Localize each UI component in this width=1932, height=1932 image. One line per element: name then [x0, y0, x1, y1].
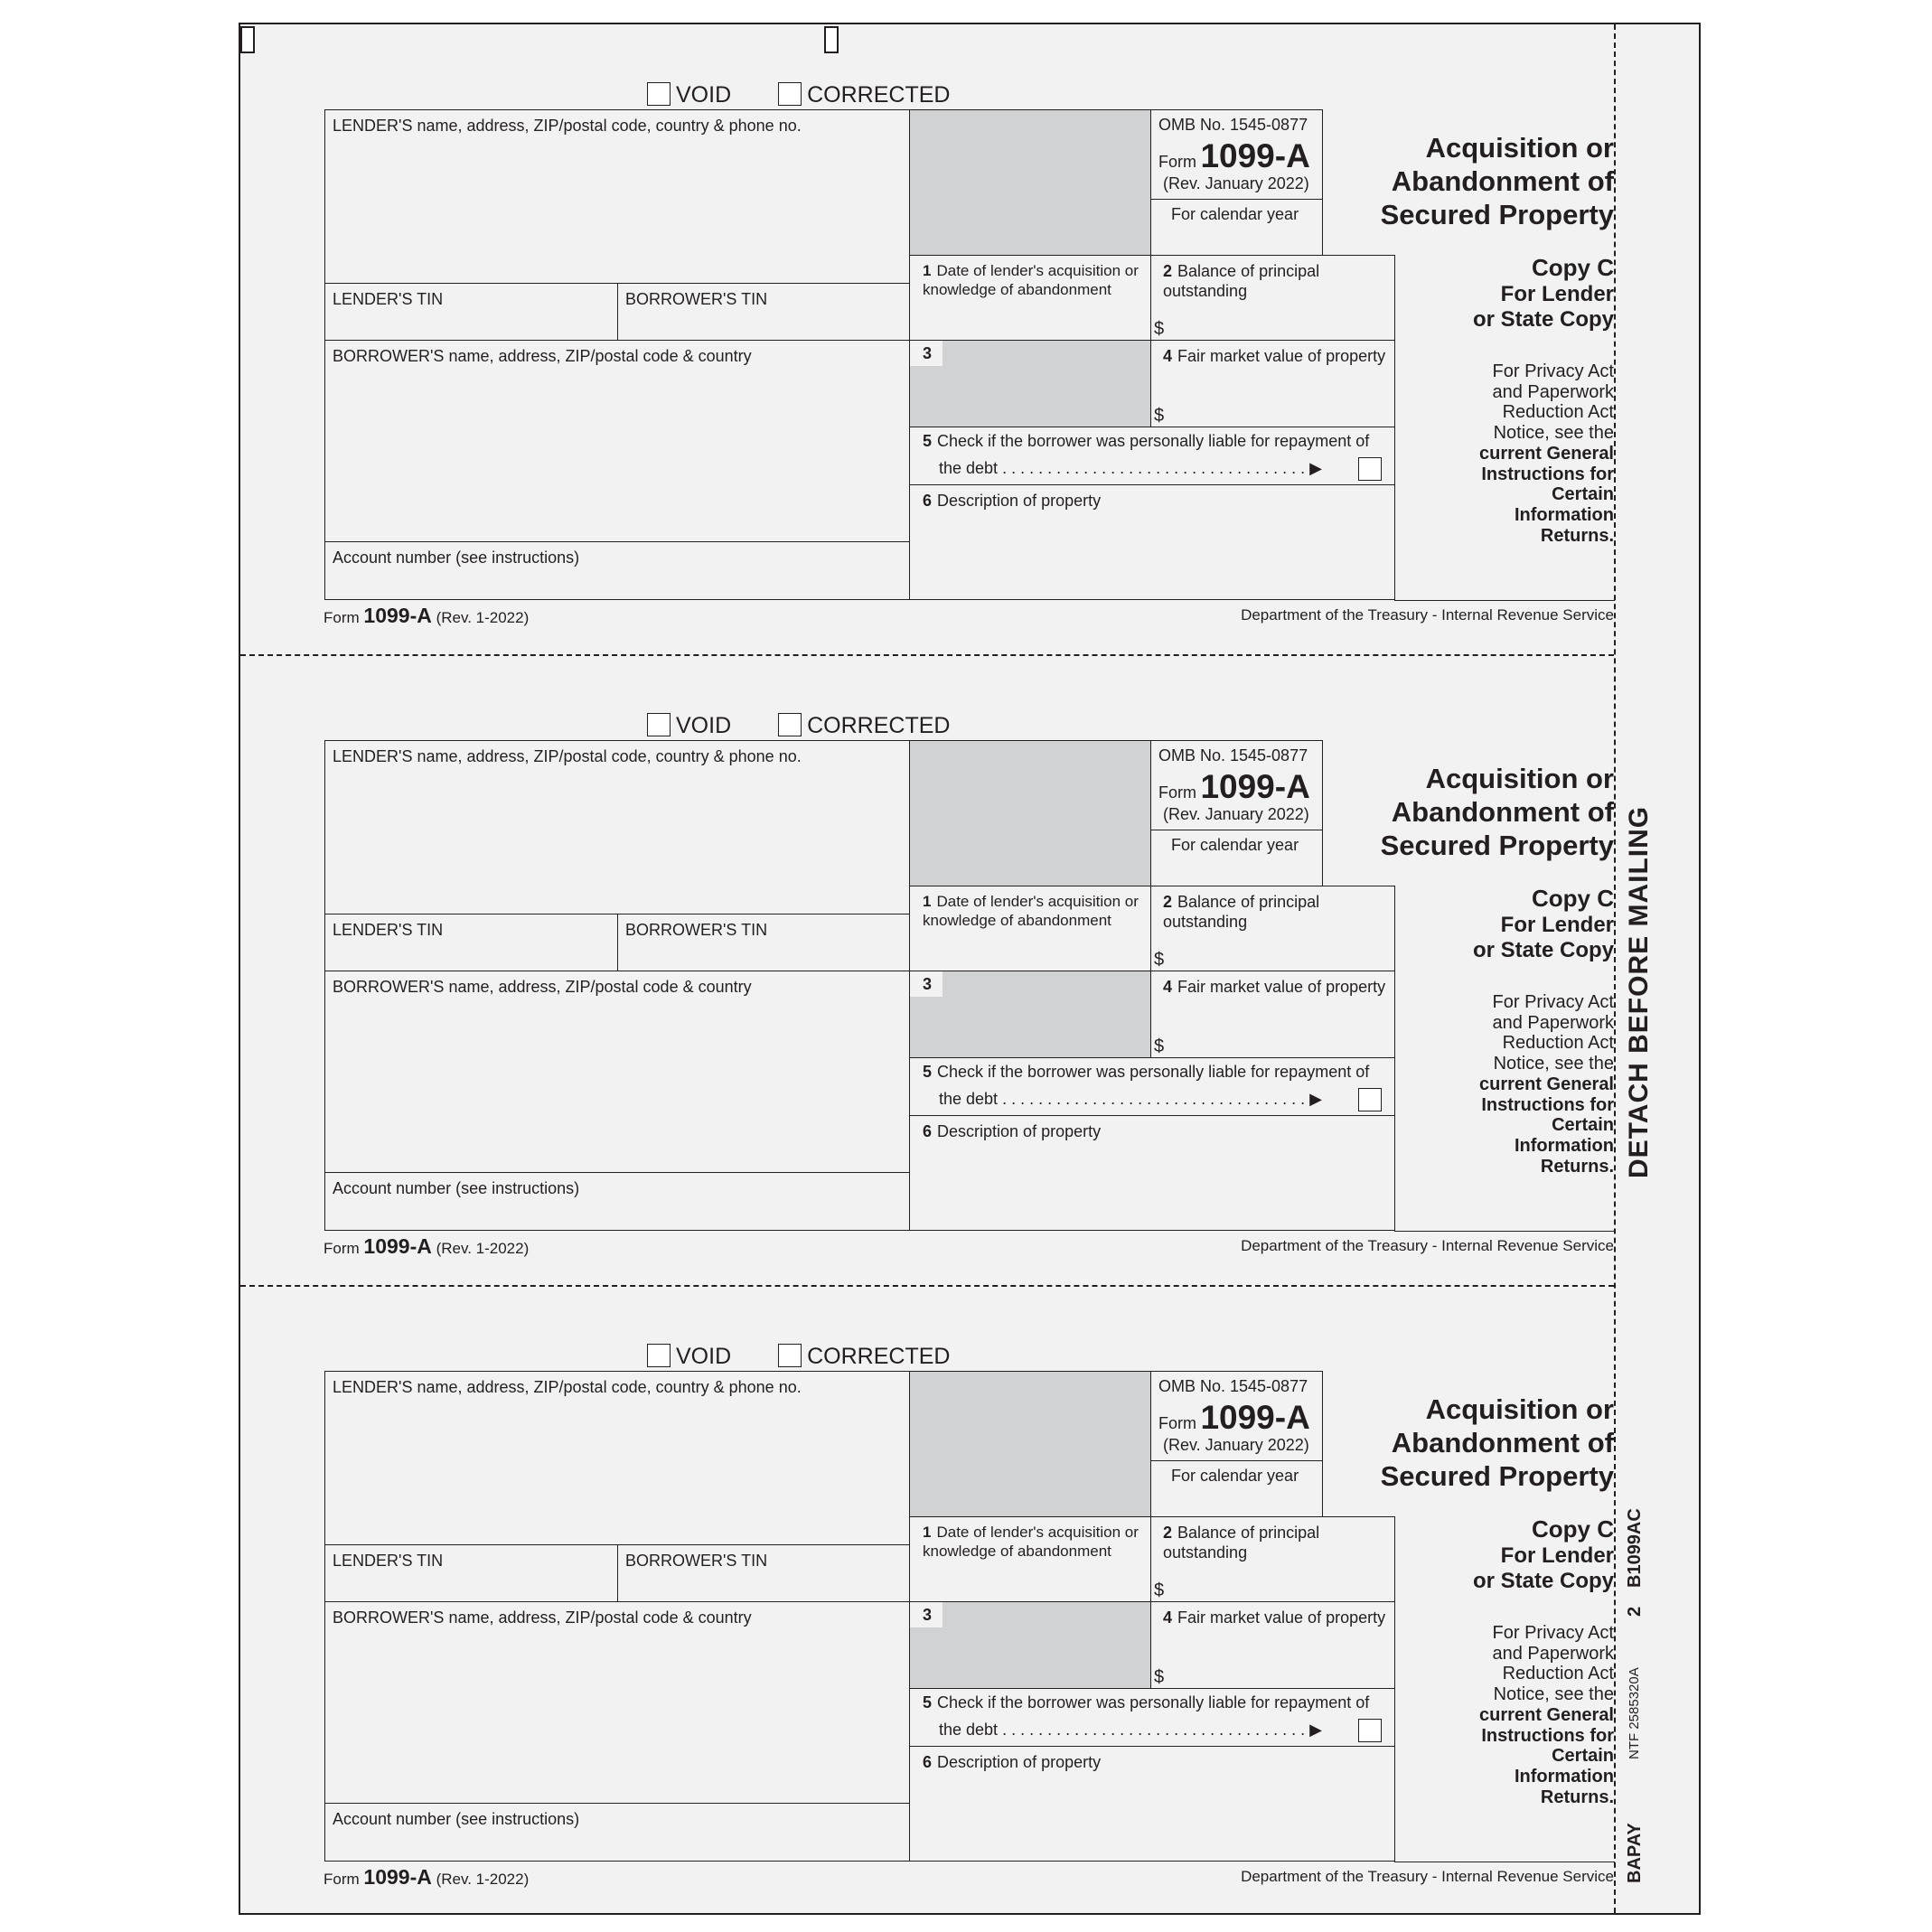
box5-label-line2: the debt . . . . . . . . . . . . . . . . . . . . . . . . . . . . . . . . . . ▶	[939, 1090, 1322, 1108]
account-number-field[interactable]	[324, 1803, 910, 1862]
account-number-field[interactable]	[324, 1172, 910, 1231]
box4-fmv-field[interactable]	[1150, 1601, 1395, 1689]
borrower-name-label: BORROWER'S name, address, ZIP/postal code & country	[333, 1608, 752, 1627]
box4-dollar: $	[1154, 1667, 1165, 1687]
box5-checkbox[interactable]	[1358, 457, 1382, 481]
corrected-label: CORRECTED	[807, 1344, 951, 1369]
box2-label: 2 Balance of principal outstanding	[1163, 1524, 1320, 1562]
calendar-year-label: For calendar year	[1171, 1467, 1299, 1485]
box2-label: 2 Balance of principal outstanding	[1163, 893, 1320, 931]
lender-name-field[interactable]	[324, 740, 910, 914]
box1-label: 1 Date of lender's acquisition or knowledge of abandonment	[923, 262, 1139, 298]
footer-department: Department of the Treasury - Internal Revenue Service	[1241, 606, 1614, 624]
corrected-checkbox[interactable]	[778, 713, 802, 736]
footer-department: Department of the Treasury - Internal Revenue Service	[1241, 1868, 1614, 1885]
status-checkboxes	[647, 82, 997, 108]
box4-fmv-field[interactable]	[1150, 340, 1395, 427]
box3-number: 3	[910, 971, 943, 997]
box1-label: 1 Date of lender's acquisition or knowledge of abandonment	[923, 1524, 1139, 1560]
box5-label: 5 Check if the borrower was personally liable for repayment of	[923, 432, 1370, 450]
account-number-label: Account number (see instructions)	[333, 1810, 580, 1828]
box3-shaded	[909, 340, 1151, 427]
footer-form-id: Form 1099-A (Rev. 1-2022)	[324, 1234, 530, 1258]
shaded-area-top	[909, 1371, 1151, 1517]
revision-date: (Rev. January 2022)	[1163, 174, 1309, 192]
lender-name-label: LENDER'S name, address, ZIP/postal code, country & phone no.	[333, 117, 802, 135]
box2-balance-field[interactable]	[1150, 886, 1395, 971]
box4-label: 4 Fair market value of property	[1163, 1608, 1386, 1627]
form-copy	[240, 1286, 1614, 1917]
omb-block	[1150, 109, 1323, 256]
box5-label: 5 Check if the borrower was personally liable for repayment of	[923, 1063, 1370, 1081]
copy-designation: Copy C For Lender or State Copy	[1472, 254, 1614, 332]
void-label: VOID	[676, 1344, 732, 1369]
omb-number: OMB No. 1545-0877	[1158, 1377, 1308, 1395]
form-copy	[240, 24, 1614, 655]
box5-label-line2: the debt . . . . . . . . . . . . . . . . . . . . . . . . . . . . . . . . . . ▶	[939, 459, 1322, 477]
box3-shaded	[909, 971, 1151, 1058]
form-id: Form 1099-A	[1158, 137, 1310, 174]
lender-name-label: LENDER'S name, address, ZIP/postal code, country & phone no.	[333, 1378, 802, 1396]
privacy-notice: For Privacy Act and Paperwork Reduction Act Notice, see the current General Instructions for Certain Information Returns.	[1479, 361, 1614, 546]
box2-dollar: $	[1154, 950, 1165, 970]
lender-name-field[interactable]	[324, 109, 910, 284]
footer-form-id: Form 1099-A (Rev. 1-2022)	[324, 1865, 530, 1889]
corrected-checkbox[interactable]	[778, 82, 802, 106]
lender-tin-label: LENDER'S TIN	[333, 921, 444, 939]
form-copy	[240, 655, 1614, 1286]
box2-balance-field[interactable]	[1150, 255, 1395, 341]
lender-name-field[interactable]	[324, 1371, 910, 1545]
omb-block	[1150, 1371, 1323, 1517]
account-number-field[interactable]	[324, 541, 910, 600]
revision-date: (Rev. January 2022)	[1163, 805, 1309, 823]
box5-label-line2: the debt . . . . . . . . . . . . . . . . . . . . . . . . . . . . . . . . . . ▶	[939, 1721, 1322, 1739]
box5-liability-field	[909, 1057, 1395, 1116]
status-checkboxes	[647, 1344, 997, 1370]
corrected-checkbox[interactable]	[778, 1344, 802, 1367]
box4-dollar: $	[1154, 406, 1165, 426]
box1-date-field[interactable]	[909, 255, 1151, 341]
omb-number: OMB No. 1545-0877	[1158, 746, 1308, 764]
void-label: VOID	[676, 82, 732, 108]
box4-label: 4 Fair market value of property	[1163, 347, 1386, 365]
box2-balance-field[interactable]	[1150, 1516, 1395, 1602]
corrected-label: CORRECTED	[807, 82, 951, 108]
shaded-area-top	[909, 109, 1151, 256]
box1-date-field[interactable]	[909, 886, 1151, 971]
box6-label: 6 Description of property	[923, 1122, 1102, 1140]
box6-label: 6 Description of property	[923, 1753, 1102, 1771]
box4-label: 4 Fair market value of property	[1163, 978, 1386, 996]
account-number-label: Account number (see instructions)	[333, 1179, 580, 1197]
copy-designation: Copy C For Lender or State Copy	[1472, 885, 1614, 962]
privacy-notice: For Privacy Act and Paperwork Reduction Act Notice, see the current General Instructions for Certain Information Returns.	[1479, 1623, 1614, 1807]
omb-number: OMB No. 1545-0877	[1158, 116, 1308, 134]
borrower-tin-field[interactable]	[617, 283, 910, 341]
status-checkboxes	[647, 713, 997, 739]
borrower-tin-label: BORROWER'S TIN	[625, 921, 768, 939]
box5-liability-field	[909, 1688, 1395, 1747]
borrower-tin-field[interactable]	[617, 914, 910, 971]
form-id: Form 1099-A	[1158, 1399, 1310, 1436]
borrower-name-label: BORROWER'S name, address, ZIP/postal code & country	[333, 347, 752, 365]
box4-fmv-field[interactable]	[1150, 971, 1395, 1058]
footer-department: Department of the Treasury - Internal Revenue Service	[1241, 1237, 1614, 1254]
box4-dollar: $	[1154, 1036, 1165, 1056]
lender-tin-field[interactable]	[324, 914, 618, 971]
revision-date: (Rev. January 2022)	[1163, 1436, 1309, 1454]
borrower-name-field[interactable]	[324, 340, 910, 542]
omb-block	[1150, 740, 1323, 886]
box3-number: 3	[910, 1602, 943, 1627]
corrected-label: CORRECTED	[807, 713, 951, 738]
box6-description-field[interactable]	[909, 1746, 1395, 1862]
shaded-area-top	[909, 740, 1151, 886]
box3-number: 3	[910, 341, 943, 366]
box1-label: 1 Date of lender's acquisition or knowledge of abandonment	[923, 893, 1139, 929]
box2-label: 2 Balance of principal outstanding	[1163, 262, 1320, 300]
box2-dollar: $	[1154, 319, 1165, 339]
borrower-name-field[interactable]	[324, 1601, 910, 1804]
lender-name-label: LENDER'S name, address, ZIP/postal code, country & phone no.	[333, 747, 802, 765]
lender-tin-label: LENDER'S TIN	[333, 1552, 444, 1570]
account-number-label: Account number (see instructions)	[333, 549, 580, 567]
box5-liability-field	[909, 427, 1395, 485]
borrower-tin-label: BORROWER'S TIN	[625, 1552, 768, 1570]
privacy-notice: For Privacy Act and Paperwork Reduction Act Notice, see the current General Instructions for Certain Information Returns.	[1479, 992, 1614, 1177]
form-id: Form 1099-A	[1158, 768, 1310, 805]
box2-dollar: $	[1154, 1580, 1165, 1600]
box6-description-field[interactable]	[909, 484, 1395, 600]
form-title: Acquisition or Abandonment of Secured Property	[1380, 1393, 1614, 1492]
box1-date-field[interactable]	[909, 1516, 1151, 1602]
form-title: Acquisition or Abandonment of Secured Property	[1380, 132, 1614, 230]
box6-description-field[interactable]	[909, 1115, 1395, 1231]
borrower-name-field[interactable]	[324, 971, 910, 1173]
borrower-tin-label: BORROWER'S TIN	[625, 290, 768, 308]
void-checkbox[interactable]	[647, 713, 671, 736]
form-sheet: DETACH BEFORE MAILING BAPAY NTF 2585320A 2 B1099AC VOID CORRECTED LENDER'S name, address, ZIP/postal code, country & phone no. LENDER'S TIN BORROWER'S TIN BORROWER'S name, address, ZIP/postal code & country Account number (see instructions) OMB No. 1545-0877 Form 1099-A (Rev. January 2022) For calendar year Acquisition or Abandonment of Secured Property 1 Date of lender's acquisition or knowledge of abandonment 2 Balance of principal outstanding $ 3 4 Fair market value of property $ 5 Check if the borrower was personally liable for repayment of the debt . . . . . . . . . . . . . . . . . . . . . . . . . . . . . . . . . . ▶ 6 Description of property Copy C For Lender or State Copy For Privacy Act and Paperwork Reduction Act Notice, see the current General Instructions for Certain Information Returns. Form 1099-A (Rev. 1-2022) Department of the Treasury - Internal Revenue Service VOID CORRECTED LENDER'S name, address, ZIP/postal code, country & phone no. LENDER'S TIN BORROWER'S TIN BORROWER'S name, address, ZIP/postal code & country Account number (see instructions) OMB No. 1545-0877 Form 1099-A (Rev. January 2022) For calendar year Acquisition or Abandonment of Secured Property 1 Date of lender's acquisition or knowledge of abandonment 2 Balance of principal outstanding $ 3 4 Fair market value of property $ 5 Check if the borrower was personally liable for repayment of the debt . . . . . . . . . . . . . . . . . . . . . . . . . . . . . . . . . . ▶ 6 Description of property Copy C For Lender or State Copy For Privacy Act and Paperwork Reduction Act Notice, see the current General Instructions for Certain Information Returns. Form 1099-A (Rev. 1-2022) Department of the Treasury - Internal Revenue Service VOID CORRECTED LENDER'S name, address, ZIP/postal code, country & phone no. LENDER'S TIN BORROWER'S TIN BORROWER'S name, address, ZIP/postal code & country Account number (see instructions) OMB No. 1545-0877 Form 1099-A (Rev. January 2022) For calendar year Acquisition or Abandonment of Secured Property 1 Date of lender's acquisition or knowledge of abandonment 2 Balance of principal outstanding $ 3 4 Fair market value of property $ 5 Check if the borrower was personally liable for repayment of the debt . . . . . . . . . . . . . . . . . . . . . . . . . . . . . . . . . . ▶ 6 Description of property Copy C For Lender or State Copy For Privacy Act and Paperwork Reduction Act Notice, see the current General Instructions for Certain Information Returns. Form 1099-A (Rev. 1-2022) Department of the Treasury - Internal Revenue Service	[239, 23, 1701, 1915]
box6-label: 6 Description of property	[923, 492, 1102, 510]
calendar-year-label: For calendar year	[1171, 836, 1299, 854]
void-label: VOID	[676, 713, 732, 738]
borrower-tin-field[interactable]	[617, 1544, 910, 1602]
form-title: Acquisition or Abandonment of Secured Property	[1380, 763, 1614, 861]
box3-shaded	[909, 1601, 1151, 1689]
box5-checkbox[interactable]	[1358, 1719, 1382, 1742]
footer-form-id: Form 1099-A (Rev. 1-2022)	[324, 604, 530, 627]
void-checkbox[interactable]	[647, 82, 671, 106]
calendar-year-label: For calendar year	[1171, 205, 1299, 223]
borrower-name-label: BORROWER'S name, address, ZIP/postal code & country	[333, 978, 752, 996]
void-checkbox[interactable]	[647, 1344, 671, 1367]
lender-tin-label: LENDER'S TIN	[333, 290, 444, 308]
lender-tin-field[interactable]	[324, 1544, 618, 1602]
copy-designation: Copy C For Lender or State Copy	[1472, 1515, 1614, 1593]
lender-tin-field[interactable]	[324, 283, 618, 341]
box5-label: 5 Check if the borrower was personally liable for repayment of	[923, 1693, 1370, 1712]
box5-checkbox[interactable]	[1358, 1088, 1382, 1111]
